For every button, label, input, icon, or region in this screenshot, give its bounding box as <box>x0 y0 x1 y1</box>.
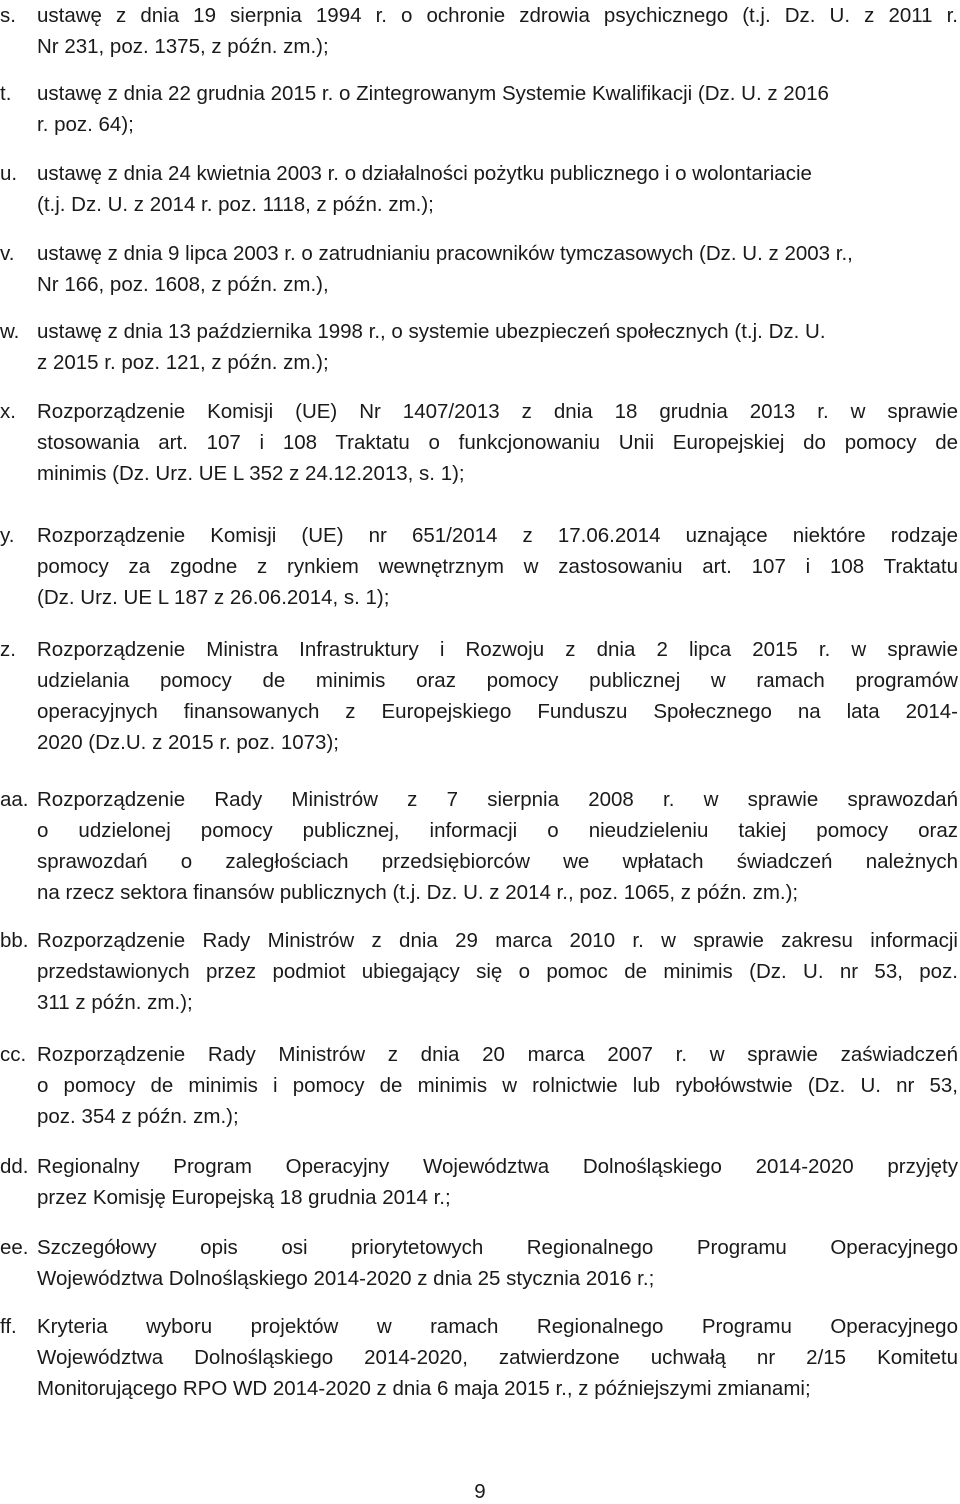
list-item-text <box>37 1151 958 1213</box>
list-item-text <box>37 158 958 220</box>
list-item-marker: dd. <box>0 1155 29 1178</box>
text-line: operacyjnych finansowanych z Europejskiego Funduszu Społecznego na lata 2014- <box>37 700 958 723</box>
list-item <box>0 396 958 489</box>
text-line: r. poz. 64); <box>37 113 134 136</box>
text-line: Rozporządzenie Rady Ministrów z 7 sierpnia 2008 r. w sprawie sprawozdań <box>37 788 958 811</box>
list-item <box>0 158 958 220</box>
list-item-text <box>37 925 958 1018</box>
list-item-marker: z. <box>0 638 16 661</box>
list-item-marker: y. <box>0 524 15 547</box>
list-item-marker: aa. <box>0 788 29 811</box>
text-line: Regionalny Program Operacyjny Województwa Dolnośląskiego 2014-2020 przyjęty <box>37 1155 958 1178</box>
list-item-marker: t. <box>0 82 12 105</box>
text-line: ustawę z dnia 19 sierpnia 1994 r. o ochronie zdrowia psychicznego (t.j. Dz. U. z 2011 r. <box>37 4 958 27</box>
text-line: minimis (Dz. Urz. UE L 352 z 24.12.2013, s. 1); <box>37 462 465 485</box>
text-line: 311 z późn. zm.); <box>37 991 193 1014</box>
list-item <box>0 316 958 378</box>
text-line: sprawozdań o zaległościach przedsiębiorców we wpłatach świadczeń należnych <box>37 850 958 873</box>
text-line: (Dz. Urz. UE L 187 z 26.06.2014, s. 1); <box>37 586 390 609</box>
list-item <box>0 0 958 62</box>
text-line: ustawę z dnia 13 października 1998 r., o systemie ubezpieczeń społecznych (t.j. Dz. U. <box>37 320 826 343</box>
list-item-marker: ee. <box>0 1236 29 1259</box>
list-item-marker: u. <box>0 162 18 185</box>
list-item-marker: ff. <box>0 1315 17 1338</box>
list-item-marker: w. <box>0 320 20 343</box>
list-item <box>0 520 958 613</box>
text-line: przedstawionych przez podmiot ubiegający się o pomoc de minimis (Dz. U. nr 53, poz. <box>37 960 958 983</box>
list-item-marker: bb. <box>0 929 29 952</box>
text-line: Województwa Dolnośląskiego 2014-2020, zatwierdzone uchwałą nr 2/15 Komitetu <box>37 1346 958 1369</box>
text-line: 2020 (Dz.U. z 2015 r. poz. 1073); <box>37 731 339 754</box>
list-item <box>0 238 958 300</box>
list-item <box>0 634 958 758</box>
text-line: pomocy za zgodne z rynkiem wewnętrznym w zastosowaniu art. 107 i 108 Traktatu <box>37 555 958 578</box>
list-item-text <box>37 634 958 758</box>
text-line: (t.j. Dz. U. z 2014 r. poz. 1118, z późn. zm.); <box>37 193 434 216</box>
text-line: poz. 354 z późn. zm.); <box>37 1105 239 1128</box>
list-item <box>0 1151 958 1213</box>
list-item <box>0 1039 958 1132</box>
text-line: Rozporządzenie Rady Ministrów z dnia 20 marca 2007 r. w sprawie zaświadczeń <box>37 1043 958 1066</box>
list-item-text <box>37 78 958 140</box>
list-item-text <box>37 784 958 908</box>
text-line: Rozporządzenie Komisji (UE) nr 651/2014 z 17.06.2014 uznające niektóre rodzaje <box>37 524 958 547</box>
text-line: ustawę z dnia 9 lipca 2003 r. o zatrudnianiu pracowników tymczasowych (Dz. U. z 2003 r., <box>37 242 853 265</box>
list-item-text <box>37 1232 958 1294</box>
text-line: Rozporządzenie Ministra Infrastruktury i Rozwoju z dnia 2 lipca 2015 r. w sprawie <box>37 638 958 661</box>
list-item-marker: cc. <box>0 1043 27 1066</box>
list-item <box>0 78 958 140</box>
text-line: o pomocy de minimis i pomocy de minimis w rolnictwie lub rybołówstwie (Dz. U. nr 53, <box>37 1074 958 1097</box>
list-item-text <box>37 0 958 62</box>
list-item-text <box>37 396 958 489</box>
text-line: Rozporządzenie Komisji (UE) Nr 1407/2013 z dnia 18 grudnia 2013 r. w sprawie <box>37 400 958 423</box>
text-line: Szczegółowy opis osi priorytetowych Regionalnego Programu Operacyjnego <box>37 1236 958 1259</box>
text-line: ustawę z dnia 24 kwietnia 2003 r. o działalności pożytku publicznego i o wolontariacie <box>37 162 812 185</box>
text-line: o udzielonej pomocy publicznej, informacji o nieudzieleniu takiej pomocy oraz <box>37 819 958 842</box>
list-item <box>0 925 958 1018</box>
text-line: na rzecz sektora finansów publicznych (t.j. Dz. U. z 2014 r., poz. 1065, z późn. zm.); <box>37 881 799 904</box>
text-line: ustawę z dnia 22 grudnia 2015 r. o Zintegrowanym Systemie Kwalifikacji (Dz. U. z 2016 <box>37 82 829 105</box>
list-item-text <box>37 1039 958 1132</box>
text-line: Kryteria wyboru projektów w ramach Regionalnego Programu Operacyjnego <box>37 1315 958 1338</box>
text-line: stosowania art. 107 i 108 Traktatu o funkcjonowaniu Unii Europejskiej do pomocy de <box>37 431 958 454</box>
list-item-text <box>37 316 958 378</box>
text-line: Monitorującego RPO WD 2014-2020 z dnia 6 maja 2015 r., z późniejszymi zmianami; <box>37 1377 811 1400</box>
page-number: 9 <box>474 1480 486 1503</box>
list-item-text <box>37 1311 958 1404</box>
list-item <box>0 784 958 908</box>
text-line: Województwa Dolnośląskiego 2014-2020 z dnia 25 stycznia 2016 r.; <box>37 1267 655 1290</box>
text-line: Rozporządzenie Rady Ministrów z dnia 29 marca 2010 r. w sprawie zakresu informacji <box>37 929 958 952</box>
list-item-marker: v. <box>0 242 15 265</box>
list-item-text <box>37 520 958 613</box>
list-item-text <box>37 238 958 300</box>
list-item <box>0 1311 958 1404</box>
list-item-marker: x. <box>0 400 16 423</box>
text-line: przez Komisję Europejską 18 grudnia 2014 r.; <box>37 1186 451 1209</box>
text-line: z 2015 r. poz. 121, z późn. zm.); <box>37 351 329 374</box>
list-item <box>0 1232 958 1294</box>
text-line: udzielania pomocy de minimis oraz pomocy publicznej w ramach programów <box>37 669 958 692</box>
list-item-marker: s. <box>0 4 16 27</box>
text-line: Nr 166, poz. 1608, z późn. zm.), <box>37 273 329 296</box>
text-line: Nr 231, poz. 1375, z późn. zm.); <box>37 35 329 58</box>
